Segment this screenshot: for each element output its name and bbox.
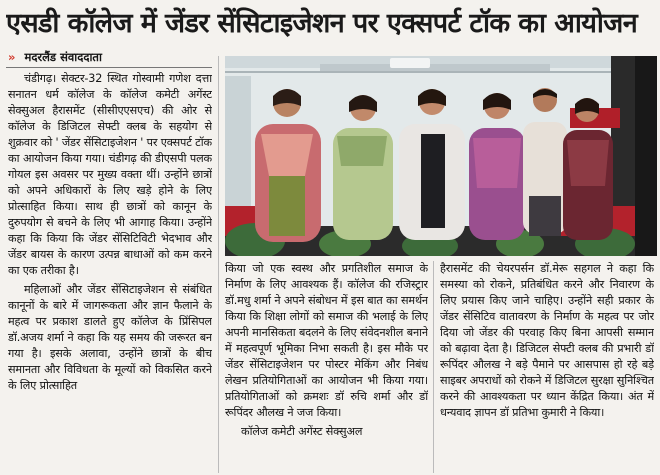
paragraph: किया जो एक स्वस्थ और प्रगतिशील समाज के निर्माण के लिए आवश्यक हैं। कॉलेज की रजिस्ट्रार डॉ.मधु शर्मा ने अपने संबोधन में इस बात का समर्थन किया कि शिक्षा लोगों को समाज की भलाई के लिए अपनी मानसिकता बदलने के लिए संवेदनशील बनाने में महत्वपूर्ण भूमिका निभा सकती है। इस मौके पर जेंडर सेंसिटाइजेशन पर पोस्टर मेकिंग और निबंध लेखन प्रतियोगिताओं का आयोजन भी किया गया। प्रतियोगिताओं को क्रमशः डॉ रुचि शर्मा और डॉ रूपिंदर औलख ने जज किया। [225, 262, 428, 419]
article-column-2 [225, 261, 428, 473]
byline-rule [6, 67, 212, 68]
paragraph: चंडीगढ़। सेक्टर-32 स्थित गोस्वामी गणेश दत्ता सनातन धर्म कॉलेज के कॉलेज कमेटी अगेंस्ट सेक्सुअल हैरासमेंट (सीसीएएसएच) की ओर से कॉलेज के डिजिटल सेफ्टी क्लब के सहयोग से शुक्रवार को ' जेंडर सेंसिटाइजेशन ' पर एक्सपर्ट टॉक का आयोजन किया गया। चंडीगढ़ की डीएसपी पलक गोयल इस अवसर पर मुख्य वक्ता थीं। उन्होंने छात्रों को अपने अधिकारों के लिए खड़े होने के लिए प्रोत्साहित किया। साथ ही छात्रों को कानून के दुरुपयोग से बचने के लिए भी आगाह किया। उन्होंने कहा कि किया कि जेंडर सेंसिटिविटी भेदभाव और जेंडर बायस के कारण उत्पन्न बाधाओं को कम करने का एक तरीका है। [8, 72, 212, 277]
byline [8, 49, 102, 65]
column-divider [433, 261, 434, 473]
headline: एसडी कॉलेज में जेंडर सेंसिटाइजेशन पर एक्सपर्ट टॉक का आयोजन [6, 8, 638, 39]
article-column-3 [440, 261, 654, 473]
group-photo [225, 56, 635, 256]
byline-marker-icon: » [8, 50, 16, 64]
paragraph: महिलाओं और जेंडर सेंसिटाइजेशन से संबंधित कानूनों के बारे में जागरूकता और ज्ञान फैलाने के महत्व पर प्रकाश डालते हुए कॉलेज के प्रिंसिपल डॉ.अजय शर्मा ने कहा कि यह समय की जरूरत बन गया है। इसके अलावा, उन्होंने छात्रों के बीच समानता और विविधता के मूल्यों को विकसित करने के लिए प्रोत्साहित [8, 283, 212, 392]
column-divider [218, 56, 219, 473]
article-column-1 [8, 71, 212, 473]
paragraph: हैरासमेंट की चेयरपर्सन डॉ.मेरू सहगल ने कहा कि समस्या को रोकने, प्रतिबंधित करने और निवारण के लिए प्रयास किए जाने चाहिए। उन्होंने सही प्रकार के जेंडर सेंसिटिव वातावरण के निर्माण के महत्व पर जोर दिया जो जेंडर की परवाह किए बिना आपसी सम्मान को बढ़ावा देता है। डिजिटल सेफ्टी क्लब की प्रभारी डॉ रूपिंदर औलख ने बड़े पैमाने पर आसपास हो रहे बड़े साइबर अपराधों को रोकने में डिजिटल सुरक्षा सुनिश्चित करने की आवश्यकता पर ध्यान केंद्रित किया। अंत में धन्यवाद ज्ञापन डॉ प्रतिभा कुमारी ने किया। [440, 262, 654, 419]
paragraph: कॉलेज कमेटी अगेंस्ट सेक्सुअल [241, 425, 363, 438]
photo-edge [635, 56, 657, 256]
byline-text: मदरलैंड संवाददाता [24, 50, 102, 64]
